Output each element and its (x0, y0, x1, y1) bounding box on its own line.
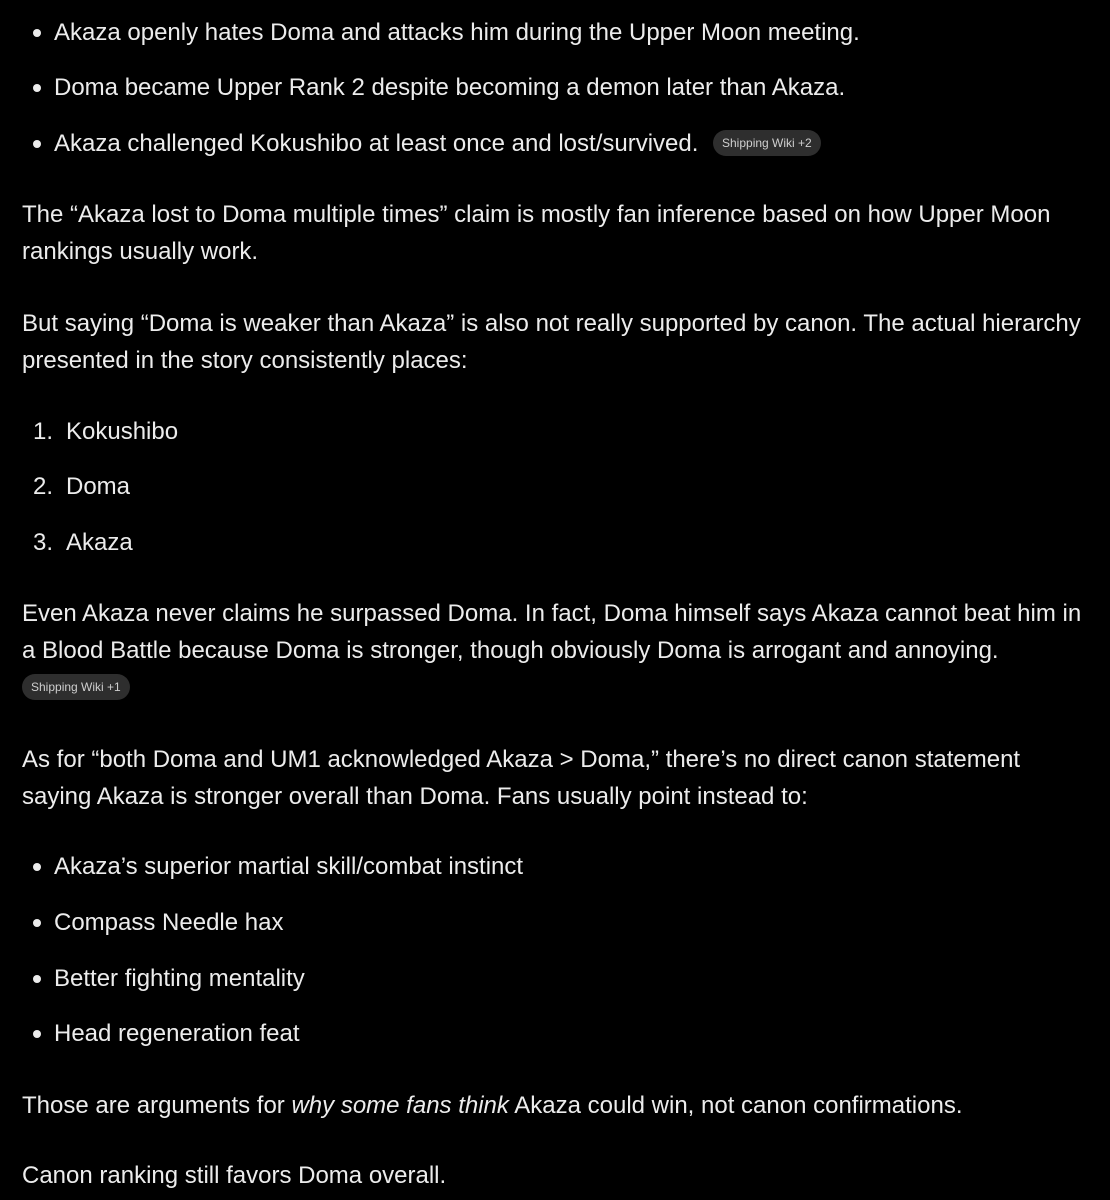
list-item (0, 413, 1110, 450)
list-text: Doma (66, 473, 131, 500)
text-segment: Those are arguments for (22, 1092, 292, 1119)
bullet-text: Better fighting mentality (54, 965, 305, 992)
list-number: 2. (33, 473, 54, 500)
list-item (0, 848, 1110, 885)
text-segment: Akaza could win, not canon confirmations. (508, 1092, 963, 1119)
bullet-dot (33, 975, 41, 983)
list-item (0, 14, 1110, 51)
list-item (0, 960, 1110, 997)
paragraph-arguments (22, 1087, 1086, 1124)
paragraph-acknowledged (22, 741, 1086, 815)
bullet-dot (33, 29, 41, 37)
paragraph-line: As for “both Doma and UM1 acknowledged Akaza > Doma,” there’s no direct canon statement (22, 746, 1021, 773)
bullet-text: Head regeneration feat (54, 1020, 300, 1047)
list-number: 1. (33, 418, 54, 445)
paragraph-blood-battle (22, 595, 1086, 669)
paragraph-fan-inference (22, 196, 1086, 270)
list-item (0, 1015, 1110, 1052)
list-item (0, 125, 1110, 162)
list-text: Akaza (66, 529, 133, 556)
bullet-text: Akaza’s superior martial skill/combat instinct (54, 853, 524, 880)
bullet-dot (33, 140, 41, 148)
paragraph-line: But saying “Doma is weaker than Akaza” is also not really supported by canon. The actual hierarchy (22, 310, 1081, 337)
list-text: Kokushibo (66, 418, 179, 445)
bullet-text: Akaza openly hates Doma and attacks him during the Upper Moon meeting. (54, 19, 860, 46)
bullet-dot (33, 863, 41, 871)
citation-chip[interactable]: Shipping Wiki +2 (713, 130, 821, 156)
citation-chip[interactable]: Shipping Wiki +1 (22, 674, 130, 700)
paragraph-line: Even Akaza never claims he surpassed Doma. In fact, Doma himself says Akaza cannot beat him in (22, 600, 1082, 627)
bullet-dot (33, 919, 41, 927)
paragraph-conclusion: Canon ranking still favors Doma overall. (22, 1162, 447, 1189)
paragraph-line: saying Akaza is stronger overall than Doma. Fans usually point instead to: (22, 783, 808, 810)
list-item (0, 468, 1110, 505)
list-item (0, 69, 1110, 106)
paragraph-line: a Blood Battle because Doma is stronger, though obviously Doma is arrogant and annoying. (22, 637, 999, 664)
bullet-text: Doma became Upper Rank 2 despite becoming a demon later than Akaza. (54, 74, 846, 101)
paragraph-line: presented in the story consistently places: (22, 347, 468, 374)
list-item (0, 524, 1110, 561)
emphasis-text: why some fans think (291, 1092, 509, 1119)
list-item (0, 904, 1110, 941)
list-number: 3. (33, 529, 54, 556)
paragraph-line: rankings usually work. (22, 238, 259, 265)
bullet-text: Compass Needle hax (54, 909, 284, 936)
paragraph-hierarchy (22, 305, 1086, 379)
bullet-dot (33, 84, 41, 92)
bullet-dot (33, 1030, 41, 1038)
paragraph-line: The “Akaza lost to Doma multiple times” claim is mostly fan inference based on how Upper Moon (22, 201, 1051, 228)
bullet-text: Akaza challenged Kokushibo at least once and lost/survived. (54, 130, 699, 157)
